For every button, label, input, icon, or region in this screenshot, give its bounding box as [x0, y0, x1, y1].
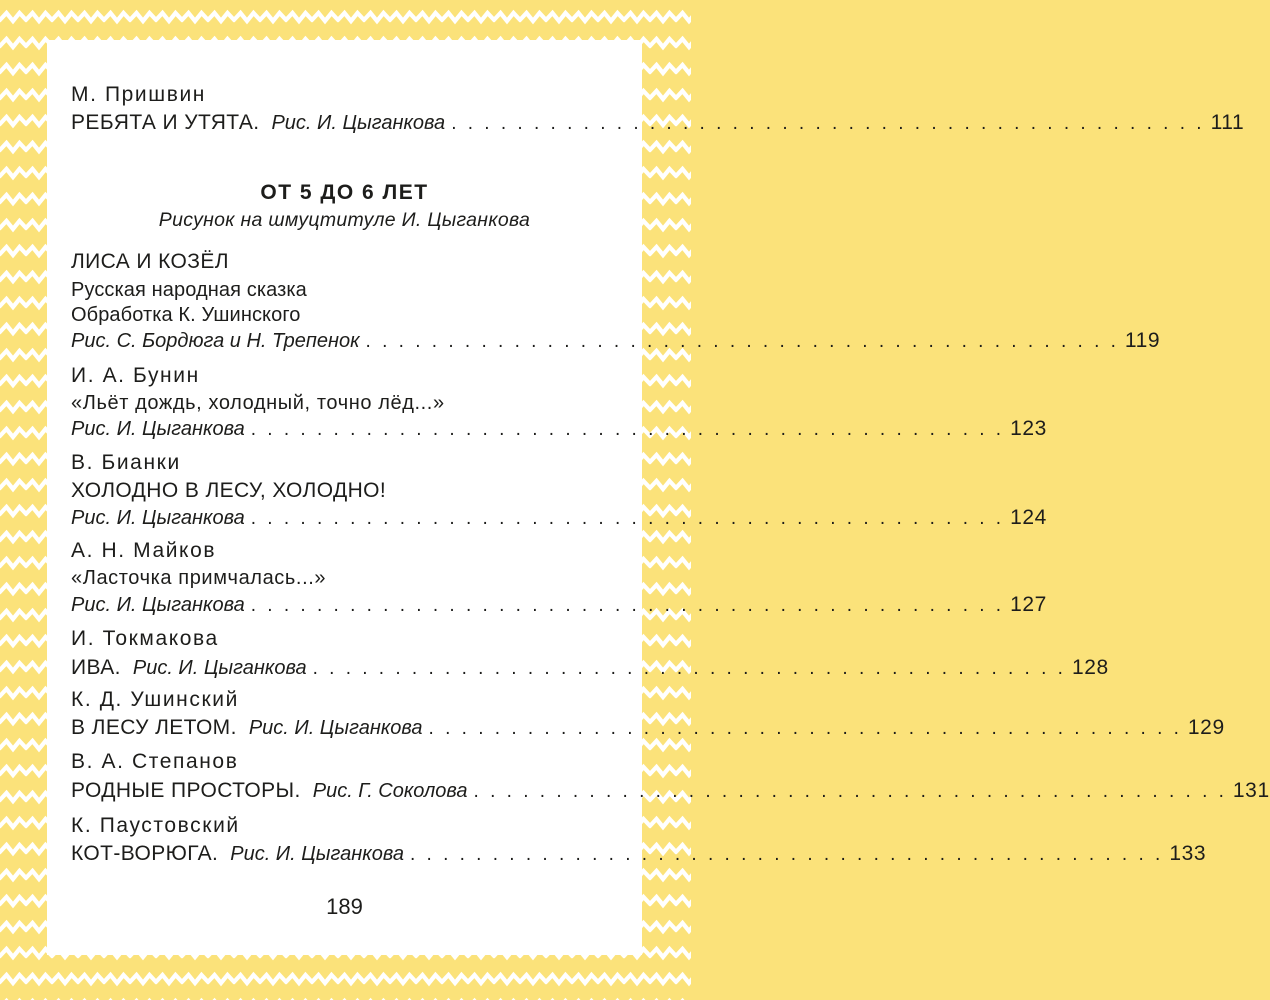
toc-row[interactable]	[71, 503, 1047, 533]
dot-leader: . . . . . . . . . . . . . . . . . . . . . . . . . . . . . . . . . . . . . . . . . . . . . .	[409, 844, 1164, 865]
section-subtitle: Рисунок на шмуцтитуле И. Цыганкова	[158, 209, 531, 231]
toc-row[interactable]	[71, 839, 1207, 869]
dot-leader: . . . . . . . . . . . . . . . . . . . . . . . . . . . . . . . . . . . . . . . . . . . . . .	[250, 595, 1005, 616]
section-title: ОТ 5 ДО 6 ЛЕТ	[260, 181, 429, 204]
entry-illustrator: Рис. И. Цыганкова	[71, 594, 245, 616]
entry-page-number: 111	[1210, 111, 1245, 134]
toc-row[interactable]	[71, 776, 1270, 806]
entry-illustrator: Рис. С. Бордюга и Н. Трепенок	[71, 330, 360, 352]
entry-subtitle: Русская народная сказка	[71, 279, 307, 301]
dot-leader: . . . . . . . . . . . . . . . . . . . . . . . . . . . . . . . . . . . . . . . . . . . . . .	[312, 658, 1066, 679]
dot-leader: . . . . . . . . . . . . . . . . . . . . . . . . . . . . . . . . . . . . . . . . . . . . . .	[250, 508, 1005, 529]
entry-page-number: 119	[1124, 329, 1161, 352]
entry-title: РЕБЯТА И УТЯТА.	[71, 111, 260, 134]
toc-row[interactable]	[71, 653, 1109, 683]
entry-illustrator: Рис. Г. Соколова	[312, 780, 468, 802]
entry-title: ХОЛОДНО В ЛЕСУ, ХОЛОДНО!	[71, 479, 387, 502]
entry-illustrator: Рис. И. Цыганкова	[248, 717, 423, 739]
entry-poem-title: «Льёт дождь, холодный, точно лёд...»	[71, 392, 445, 414]
page-number: 189	[326, 894, 363, 919]
toc-row[interactable]	[71, 713, 1225, 743]
entry-author: В. Бианки	[71, 451, 181, 474]
entry-illustrator: Рис. И. Цыганкова	[230, 843, 404, 865]
entry-page-number: 128	[1071, 656, 1109, 679]
entry-page-number: 127	[1010, 593, 1047, 616]
toc-row[interactable]	[71, 414, 1047, 444]
dot-leader: . . . . . . . . . . . . . . . . . . . . . . . . . . . . . . . . . . . . . . . . . . . . . .	[473, 781, 1227, 802]
entry-page-number: 129	[1187, 716, 1225, 739]
entry-illustrator: Рис. И. Цыганкова	[271, 112, 446, 134]
entry-illustrator: Рис. И. Цыганкова	[71, 507, 245, 529]
entry-author: М. Пришвин	[71, 83, 206, 106]
dot-leader: . . . . . . . . . . . . . . . . . . . . . . . . . . . . . . . . . . . . . . . . . . . . . .	[365, 331, 1119, 352]
entry-title: ИВА.	[71, 656, 121, 679]
entry-illustrator: Рис. И. Цыганкова	[132, 657, 307, 679]
entry-author: В. А. Степанов	[71, 750, 239, 773]
toc-row[interactable]	[71, 590, 1047, 620]
entry-illustrator: Рис. И. Цыганкова	[71, 418, 245, 440]
entry-title: КОТ-ВОРЮГА.	[71, 842, 219, 865]
toc-row[interactable]	[71, 326, 1161, 356]
entry-author: А. Н. Майков	[71, 539, 217, 562]
entry-page-number: 124	[1010, 506, 1047, 529]
entry-title: В ЛЕСУ ЛЕТОМ.	[71, 716, 237, 739]
entry-author: К. Паустовский	[71, 814, 240, 837]
entry-author: И. А. Бунин	[71, 364, 200, 387]
entry-poem-title: «Ласточка примчалась...»	[71, 567, 327, 589]
entry-author: К. Д. Ушинский	[71, 688, 239, 711]
dot-leader: . . . . . . . . . . . . . . . . . . . . . . . . . . . . . . . . . . . . . . . . . . . . . .	[428, 718, 1182, 739]
book-page	[47, 40, 1270, 955]
entry-page-number: 131	[1232, 779, 1270, 802]
entry-author: И. Токмакова	[71, 627, 219, 650]
dot-leader: . . . . . . . . . . . . . . . . . . . . . . . . . . . . . . . . . . . . . . . . . . . . . .	[451, 113, 1205, 134]
entry-page-number: 123	[1010, 417, 1047, 440]
entry-title: ЛИСА И КОЗЁЛ	[71, 250, 229, 273]
dot-leader: . . . . . . . . . . . . . . . . . . . . . . . . . . . . . . . . . . . . . . . . . . . . . .	[250, 419, 1005, 440]
entry-page-number: 133	[1169, 842, 1207, 865]
entry-title: РОДНЫЕ ПРОСТОРЫ.	[71, 779, 301, 802]
entry-adaptation: Обработка К. Ушинского	[71, 304, 301, 326]
toc-row[interactable]	[71, 108, 1245, 138]
